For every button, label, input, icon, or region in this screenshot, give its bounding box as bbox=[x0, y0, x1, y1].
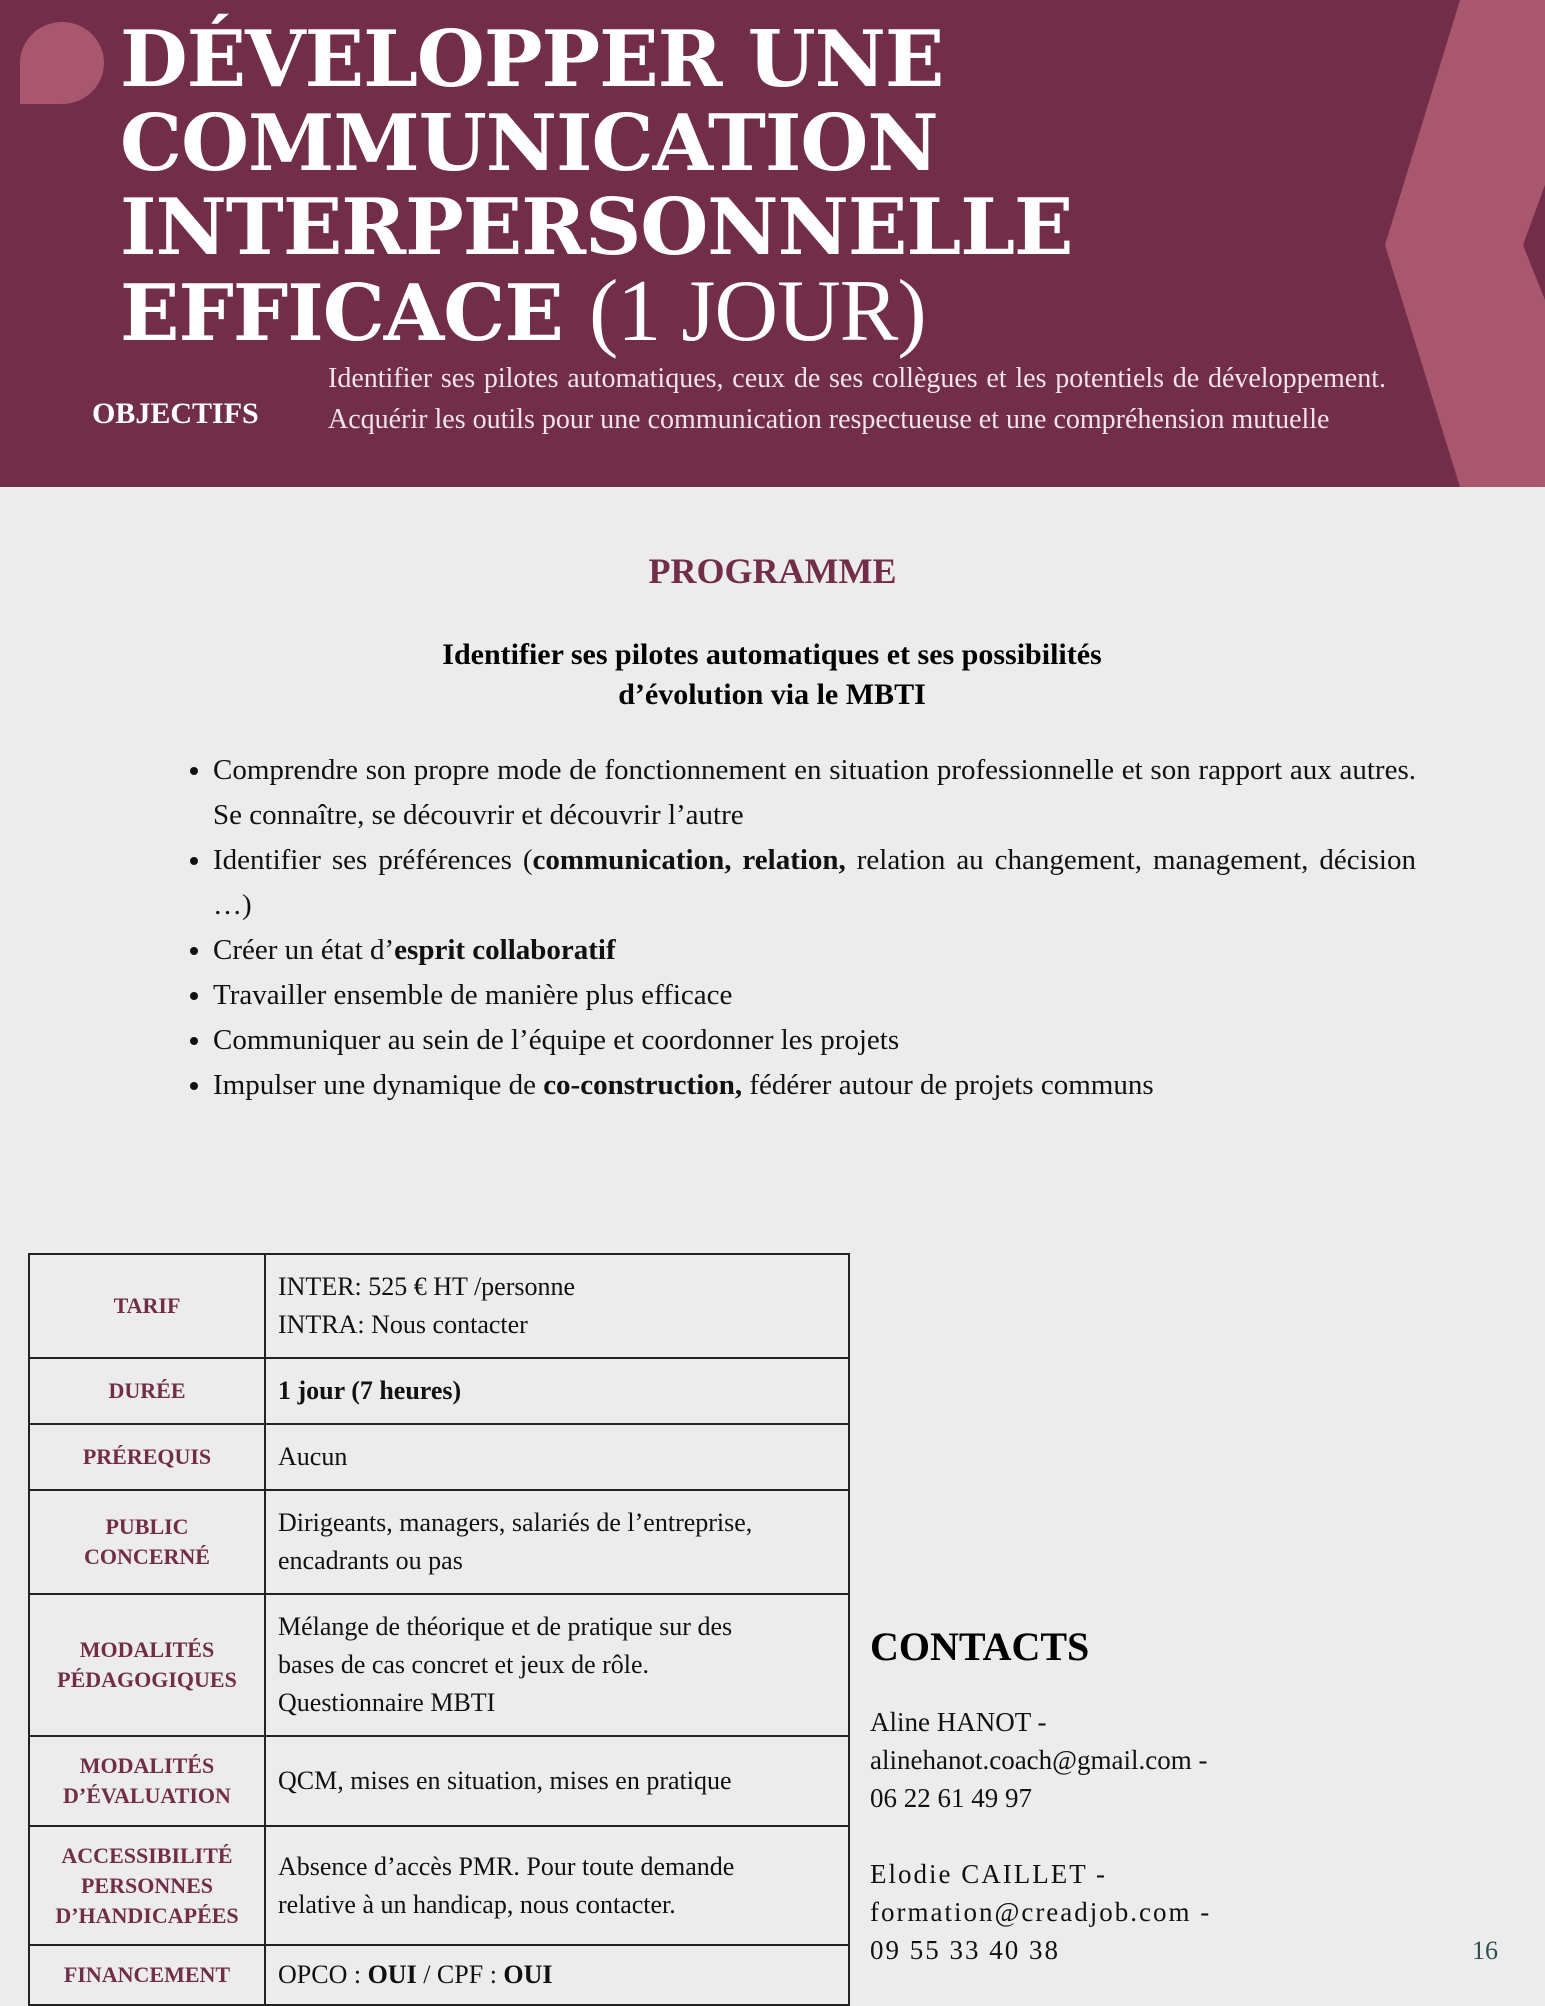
accessibilite-value bbox=[265, 1826, 849, 1945]
contact-name: Aline HANOT - bbox=[870, 1707, 1047, 1737]
bullet-text: Créer un état d’ bbox=[213, 934, 395, 966]
contact-name: Elodie CAILLET - bbox=[870, 1859, 1107, 1889]
title-line-1: DÉVELOPPER UNE bbox=[120, 14, 944, 105]
title-duration: (1 JOUR) bbox=[588, 263, 926, 360]
title-line-4: EFFICACE bbox=[120, 268, 563, 359]
table-row-accessibilite bbox=[29, 1826, 849, 1945]
evaluation-value: QCM, mises en situation, mises en pratique bbox=[265, 1736, 849, 1826]
public-line-1: Dirigeants, managers, salariés de l’entreprise, bbox=[278, 1508, 753, 1537]
bullet-bold-text: communication, relation, bbox=[532, 844, 846, 876]
prerequis-label: PRÉREQUIS bbox=[29, 1424, 265, 1490]
accessibilite-label-line-3: D’HANDICAPÉES bbox=[55, 1902, 239, 1928]
cpf-label: / CPF : bbox=[416, 1960, 504, 1989]
bullet-text: Impulser une dynamique de bbox=[213, 1069, 544, 1101]
pedagogie-line-3: Questionnaire MBTI bbox=[278, 1688, 496, 1717]
bullet-text: Identifier ses préférences ( bbox=[213, 844, 533, 876]
tarif-label: TARIF bbox=[29, 1254, 265, 1358]
objectives-text: Identifier ses pilotes automatiques, ceux de ses collègues et les potentiels de développement. Acquérir les outils pour une communication respectueuse et une compréhension mutuelle bbox=[328, 363, 1386, 435]
table-row-duree bbox=[29, 1358, 849, 1424]
page-title bbox=[120, 14, 1073, 360]
programme-title: PROGRAMME bbox=[648, 551, 897, 591]
title-line-3: INTERPERSONNELLE bbox=[120, 182, 1073, 273]
programme-bullet-list bbox=[180, 748, 1416, 1108]
table-row-public bbox=[29, 1490, 849, 1594]
accessibilite-label-line-1: ACCESSIBILITÉ bbox=[61, 1842, 233, 1868]
table-row-financement bbox=[29, 1945, 849, 2005]
accessibilite-line-2: relative à un handicap, nous contacter. bbox=[278, 1889, 676, 1919]
table-row-evaluation bbox=[29, 1736, 849, 1826]
bullet-text: Comprendre son propre mode de fonctionnement en situation professionnelle et son rapport aux autres. Se connaître, se découvrir et découvrir l’autre bbox=[213, 754, 1416, 831]
public-label bbox=[29, 1490, 265, 1594]
table-row-prerequis bbox=[29, 1424, 849, 1490]
pedagogie-label bbox=[29, 1594, 265, 1736]
list-item bbox=[213, 928, 1416, 973]
public-label-line-1: PUBLIC bbox=[105, 1514, 189, 1539]
duree-value bbox=[265, 1358, 849, 1424]
bullet-text: relation au changement, management, décision …) bbox=[213, 844, 1416, 921]
accessibilite-line-1: Absence d’accès PMR. Pour toute demande bbox=[278, 1851, 735, 1881]
pedagogie-line-2: bases de cas concret et jeux de rôle. bbox=[278, 1650, 650, 1679]
tarif-inter: INTER: 525 € HT /personne bbox=[278, 1272, 576, 1301]
tarif-intra: INTRA: Nous contacter bbox=[278, 1310, 528, 1339]
table-row-pedagogie bbox=[29, 1594, 849, 1736]
pedagogie-value bbox=[265, 1594, 849, 1736]
header-banner bbox=[0, 0, 1545, 487]
contact-email-link[interactable]: alinehanot.coach@gmail.com - bbox=[870, 1745, 1208, 1775]
objectives-label: OBJECTIFS bbox=[92, 397, 259, 430]
list-item bbox=[213, 1063, 1416, 1108]
contact-card bbox=[870, 1703, 1208, 1817]
contacts-title: CONTACTS bbox=[870, 1624, 1090, 1669]
list-item bbox=[213, 748, 1416, 838]
duree-label: DURÉE bbox=[29, 1358, 265, 1424]
public-line-2: encadrants ou pas bbox=[278, 1546, 463, 1575]
tarif-value bbox=[265, 1254, 849, 1358]
pedagogie-line-1: Mélange de théorique et de pratique sur des bbox=[278, 1612, 733, 1641]
bullet-text: Travailler ensemble de manière plus efficace bbox=[213, 979, 733, 1011]
cpf-value: OUI bbox=[503, 1960, 553, 1989]
evaluation-label-line-2: D’ÉVALUATION bbox=[63, 1783, 231, 1808]
list-item bbox=[213, 838, 1416, 928]
public-label-line-2: CONCERNÉ bbox=[84, 1544, 210, 1569]
contact-card bbox=[870, 1855, 1211, 1969]
bullet-bold-text: esprit collaboratif bbox=[394, 934, 616, 966]
page-number: 16 bbox=[1472, 1936, 1498, 1965]
accessibilite-label-line-2: PERSONNES bbox=[80, 1872, 214, 1898]
public-value bbox=[265, 1490, 849, 1594]
accessibilite-label bbox=[29, 1826, 265, 1945]
table-row-tarif bbox=[29, 1254, 849, 1358]
pedagogie-label-line-2: PÉDAGOGIQUES bbox=[57, 1667, 237, 1692]
contact-phone[interactable]: 09 55 33 40 38 bbox=[870, 1935, 1060, 1965]
programme-subtitle bbox=[372, 635, 1172, 715]
contact-phone[interactable]: 06 22 61 49 97 bbox=[870, 1783, 1032, 1813]
prerequis-value: Aucun bbox=[265, 1424, 849, 1490]
list-item bbox=[213, 973, 1416, 1018]
pedagogie-label-line-1: MODALITÉS bbox=[79, 1637, 215, 1662]
programme-subtitle-line-1: Identifier ses pilotes automatiques et ses possibilités bbox=[442, 638, 1102, 671]
bullet-text: Communiquer au sein de l’équipe et coordonner les projets bbox=[213, 1024, 900, 1056]
evaluation-label bbox=[29, 1736, 265, 1826]
opco-label: OPCO : bbox=[278, 1960, 368, 1989]
contact-email-link[interactable]: formation@creadjob.com - bbox=[870, 1897, 1212, 1927]
decorative-drop-shape bbox=[20, 22, 104, 104]
bullet-text: fédérer autour de projets communs bbox=[742, 1069, 1154, 1101]
financement-label: FINANCEMENT bbox=[29, 1945, 265, 2005]
opco-value: OUI bbox=[367, 1960, 417, 1989]
title-line-2: COMMUNICATION bbox=[120, 98, 938, 189]
bullet-bold-text: co-construction, bbox=[543, 1069, 743, 1101]
evaluation-label-line-1: MODALITÉS bbox=[79, 1753, 215, 1778]
duree-text: 1 jour (7 heures) bbox=[278, 1376, 462, 1405]
programme-subtitle-line-2: d’évolution via le MBTI bbox=[618, 678, 926, 711]
financement-value bbox=[265, 1945, 849, 2005]
list-item bbox=[213, 1018, 1416, 1063]
info-table bbox=[28, 1253, 850, 2006]
